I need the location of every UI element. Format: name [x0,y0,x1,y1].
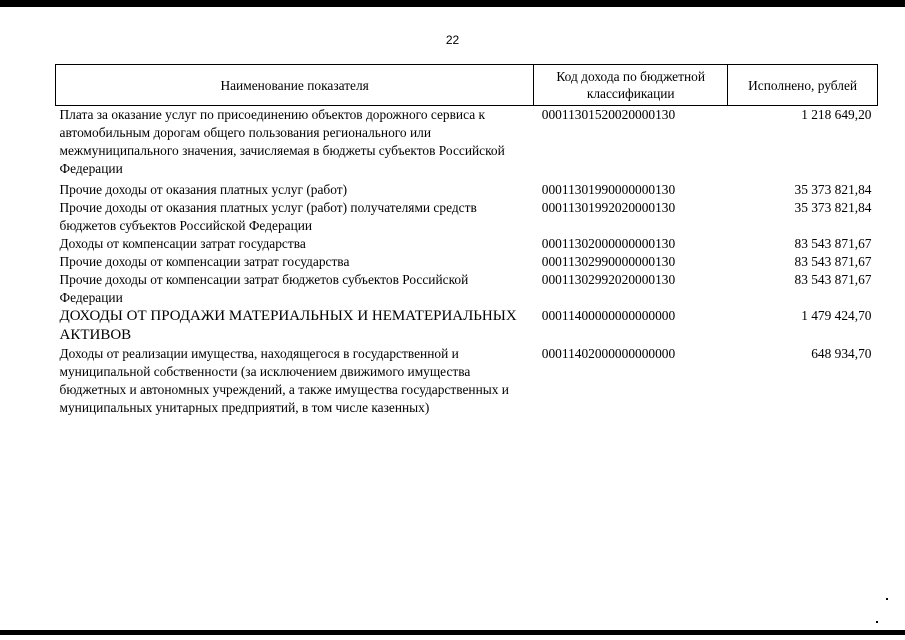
row-code: 00011301520020000130 [541,107,676,122]
row-name: Прочие доходы от оказания платных услуг (работ) [59,181,348,197]
table-row [56,106,878,181]
row-amount: 35 373 821,84 [794,181,872,197]
row-code: 00011302992020000130 [541,271,676,287]
page-number: 22 [445,33,460,47]
table-row [56,253,878,271]
table-row [56,345,878,417]
scan-speck [876,621,878,623]
row-amount: 1 218 649,20 [801,107,872,122]
row-name: Прочие доходы от оказания платных услуг (работ) получателями средств бюджетов субъектов Российской Федерации [59,199,477,233]
row-amount: 83 543 871,67 [794,271,872,287]
row-amount: 1 479 424,70 [801,307,872,323]
table-row [56,235,878,253]
row-code: 00011301990000000130 [541,181,676,197]
row-name: Доходы от реализации имущества, находящегося в государственной и муниципальной собственности (за исключением движимого имущества бюджетных и автономных учреждений, а также имущества государственных и муниципальных унитарных предприятий, в том числе казенных) [59,345,509,415]
row-amount: 83 543 871,67 [794,253,872,269]
bottom-border-bar [0,630,905,635]
row-code: 00011400000000000000 [541,307,676,323]
table-header [56,65,878,106]
row-name: ДОХОДЫ ОТ ПРОДАЖИ МАТЕРИАЛЬНЫХ И НЕМАТЕРИАЛЬНЫХ АКТИВОВ [59,307,517,343]
row-name: Прочие доходы от компенсации затрат государства [59,253,350,269]
row-code: 00011301992020000130 [541,199,676,215]
row-name: Плата за оказание услуг по присоединению объектов дорожного сервиса к автомобильным дорогам общего пользования регионального или межмуниципального значения, зачисляемая в бюджеты субъектов Российской Федерации [59,107,505,176]
row-amount: 648 934,70 [811,345,872,361]
row-code: 00011302990000000130 [541,253,676,269]
row-name: Доходы от компенсации затрат государства [59,235,306,251]
header-name: Наименование показателя [56,65,534,106]
table-row-section [56,307,878,345]
table-body [56,106,878,417]
table-row [56,271,878,307]
row-code: 00011302000000000130 [541,235,676,251]
table-row [56,199,878,235]
row-amount: 83 543 871,67 [794,235,872,251]
header-amount: Исполнено, рублей [728,65,878,106]
row-name: Прочие доходы от компенсации затрат бюджетов субъектов Российской Федерации [59,271,469,305]
top-border-bar [0,0,905,7]
header-code: Код дохода по бюджетной классификации [534,65,728,106]
row-amount: 35 373 821,84 [794,199,872,215]
scan-speck [886,598,888,600]
revenue-table [55,64,878,417]
table-row [56,181,878,199]
row-code: 00011402000000000000 [541,345,676,361]
